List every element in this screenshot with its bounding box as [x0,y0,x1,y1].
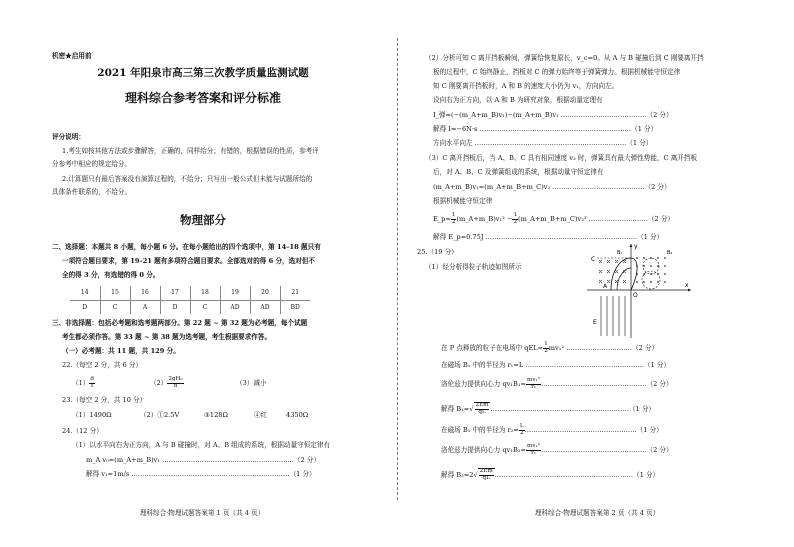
answer-page-2 [397,0,794,547]
q25-eq-1: 在 P 点释放的粒子在电场中 qEL= $\frac{1}{2}$ mv₁² …………………………（2 分） [441,341,659,354]
mcq-answer: AD [220,300,250,314]
q22-answer-3: （3）减小 [236,379,267,387]
fraction: $\frac{\text{mv₁²}}{\text{r₁}}$ [527,443,540,456]
q24-part-2-line-4: 设向右为正方向，以 A 和 B 为研究对象，根据动量定理有 [433,96,603,104]
q24-part-3-line-2: 后，对 A、B、C 及弹簧组成的系统，根据动量守恒定律有 [433,168,604,176]
q24-part-2-line-3: 知 C 刚要离开挡板时，A 和 B 的速度大小仍为 v₁，方向向左。 [433,82,619,90]
non-mcq-instructions-1: 三、非选择题：包括必考题和选考题两部分。第 22 题 ~ 第 32 题为必考题，每个试题 [52,319,308,327]
q23-answer-4: ④红 [254,411,268,419]
label-o: O [633,292,638,299]
fraction: $\frac{1}{2}$ [544,341,548,354]
q25-part-1: （1）经分析得粒子轨迹如图所示 [425,263,522,271]
q24-part-2-eq-1: I_弹=(−(m_A+m_B)v₁)−(m_A+m_B)v₁ …………………………………（2 分） [433,111,673,119]
mcq-number: 20 [250,286,280,300]
mcq-answer: A [130,300,160,314]
mcq-number: 19 [220,286,250,300]
q22-answer-1: （1） $\frac{d}{t}$ [72,376,94,389]
fraction: $\frac{1}{2}$ [513,212,517,225]
mcq-answer: BD [280,300,310,314]
q24-equation: m_A v₀=(m_A+m_B)v₁ ……………………………………………………（2 分） [86,456,321,464]
mcq-number-row [70,286,310,300]
mcq-answer: D [82,303,88,311]
q22-answer-2: （2） $\frac{\text{2gH₀}}{d}$ [150,376,183,389]
square-root [474,402,491,415]
mcq-instructions-1: 二、选择题：本题共 8 小题，每小题 6 分。在每小题给出的四个选项中，第 14–18 题只有 [52,243,321,251]
note-1-line-1: 1.考生如按其他方法或步骤解答，正确的，同样给分；有错的，根据错误的性质，参考评 [62,147,319,155]
q24-part-3-line-3: 根据机械能守恒定律 [433,197,493,205]
trajectory-arc-inner [617,268,631,290]
q24-part-2-line-2: 板的过程中，C 始终静止，挡板对 C 的弹力始终等于弹簧弹力。根据机械能守恒定律 [433,68,681,76]
axis-arrows [630,244,692,292]
page-footer: 理科综合·物理试题答案第 1 页（共 4 页） [139,509,265,517]
required-questions-heading: （一）必考题：共 11 题，共 129 分。 [62,347,180,355]
page-footer: 理科综合·物理试题答案第 2 页（共 4 页） [534,509,660,517]
exam-title: 2021 年阳泉市高三第三次教学质量监测试题 [97,67,309,79]
section-title: 物理部分 [180,213,226,227]
confidential-mark: 机密★启用前 [52,52,92,60]
q23-answer-1: （1）1490Ω [72,411,112,419]
answer-title: 理科综合参考答案和评分标准 [124,91,282,105]
non-mcq-instructions-2: 考生都必须作答。第 33 题 ~ 第 38 题为选考题，考生根据要求作答。 [62,333,272,341]
label-y: y [634,243,638,250]
fraction: $\frac{\text{2gH₀}}{d}$ [168,376,183,389]
mcq-answer: AD [250,300,280,314]
field-crosses [599,260,626,283]
q23-heading: 23.（每空 2 分，共 10 分） [62,396,147,404]
q24-part-3-eq-1: (m_A+m_B)v₁=(m_A+m_B+m_C)v₂ ……………………………………（2 分） [433,183,671,191]
q24-part-3-line-1: （3）C 离开挡板后，当 A、B、C 具有相同速度 v₂ 时，弹簧具有最大弹性势能，C 离开挡板 [425,154,698,162]
q25-eq-5: 在磁场 B₁ 中的半径为 r₂= $\frac{L}{2}$ ……………………………………………（1 分） [441,423,663,436]
q25-eq-7: 解得 B₂=2√ $\frac{2Em}{qL}$ ………………………………………………………（1 分） [441,468,660,481]
fraction: $\frac{L}{2}$ [519,423,524,436]
q24-part-3-eq-2: E_p= $\frac{1}{2}$ (m_A+m_B)v₁² − $\frac{1}{2}$ (m_A+m_B+m_C)v₂² ………………………（2 分） [433,212,675,225]
fraction: $\frac{d}{t}$ [90,376,94,389]
fraction: $\frac{2Em}{qL}$ [479,468,493,481]
mcq-number: 15 [100,286,130,300]
fraction: $\frac{1}{2}$ [451,212,456,225]
q23-answer-5: 4350Ω [286,411,309,419]
q25-heading: 25.（19 分） [417,248,458,256]
q24-part-1: （1）以水平向右为正方向，A 与 B 碰撞时，对 A、B 组成的系统，根据动量守恒定律有 [72,441,331,449]
mcq-answer-row [70,300,310,314]
mcq-answer: D [160,300,190,314]
fraction: $\frac{2Em}{qL}$ [475,402,489,415]
electric-field-lines [601,296,625,336]
label-b1: B₁ [617,250,623,256]
q25-eq-3: 洛伦兹力提供向心力 qv₁B₁= $\frac{\text{mv₁²}}{\text{r₁}}$ …………………………………………（2 分） [441,377,673,390]
mcq-answer: C [100,300,130,314]
q25-eq-4: 解得 B₁=√ $\frac{2Em}{qL}$ ………………………………………………………（1 分） [441,402,656,415]
square-root [478,468,495,481]
q24-part-2-eq-3: 方向水平向左 ……………………………………………………………（1 分） [433,139,653,147]
particle-trajectory-figure [587,240,699,340]
mcq-instructions-3: 全的得 3 分，有选错的得 0 分。 [62,271,160,279]
label-c: C [591,256,596,263]
q24-part-2-line-1: （2）分析可知 C 离开挡板瞬间，弹簧恰恢复原长，v_c=0。从 A 与 B 碰撞后到 C 刚要离开挡 [425,54,704,62]
mcq-instructions-2: 一项符合题目要求，第 19–21 题有多项符合题目要求。全部选对的得 6 分，选对但不 [62,257,316,265]
mcq-number: 14 [70,286,100,300]
mcq-number: 17 [160,286,190,300]
q23-answer-2: （2）①2.5V [140,411,180,419]
mcq-answer-table [70,286,310,314]
q23-answer-3: ③128Ω [204,411,228,419]
notes-title: 评分说明： [52,133,85,141]
note-2-line-2: 具体条件联系的，不给分。 [52,188,132,196]
label-e: E [593,319,597,326]
note-2-line-1: 2.计算题只有最后答案没有演算过程的，不给分；只写出一般公式但未能与试题所给的 [62,175,313,183]
mcq-number: 21 [280,286,310,300]
label-a: A [603,283,608,290]
label-b2: B₂ [667,250,673,256]
q25-eq-6: 洛伦兹力提供向心力 qv₁B₂= $\frac{\text{mv₁²}}{\text{r₁}}$ …………………………………………（2 分） [441,443,673,456]
q25-eq-2: 在磁场 B₁ 中的半径为 r₁=L ………………………………………………（1 分） [441,361,671,369]
label-x: x [685,282,689,289]
q22-heading: 22.（每空 2 分，共 6 分） [62,361,143,369]
magnetic-field-dots [636,257,666,283]
q24-solution: 解得 v₁=1m/s ………………………………………………………………（1 分） [86,470,316,478]
fraction: $\frac{\text{mv₁²}}{\text{r₁}}$ [527,377,540,390]
mcq-number: 16 [130,286,160,300]
note-1-line-2: 分参考中相应的规定给分。 [52,160,132,168]
mcq-number: 18 [190,286,220,300]
q24-part-2-eq-2: 解得 I=−6N·s ……………………………………………………………（1 分） [433,125,658,133]
q24-part-3-eq-3: 解得 E_p=0.75J ……………………………………………………………（1 分） [433,233,664,241]
q24-heading: 24.（12 分） [62,427,103,435]
mcq-answer: C [190,300,220,314]
